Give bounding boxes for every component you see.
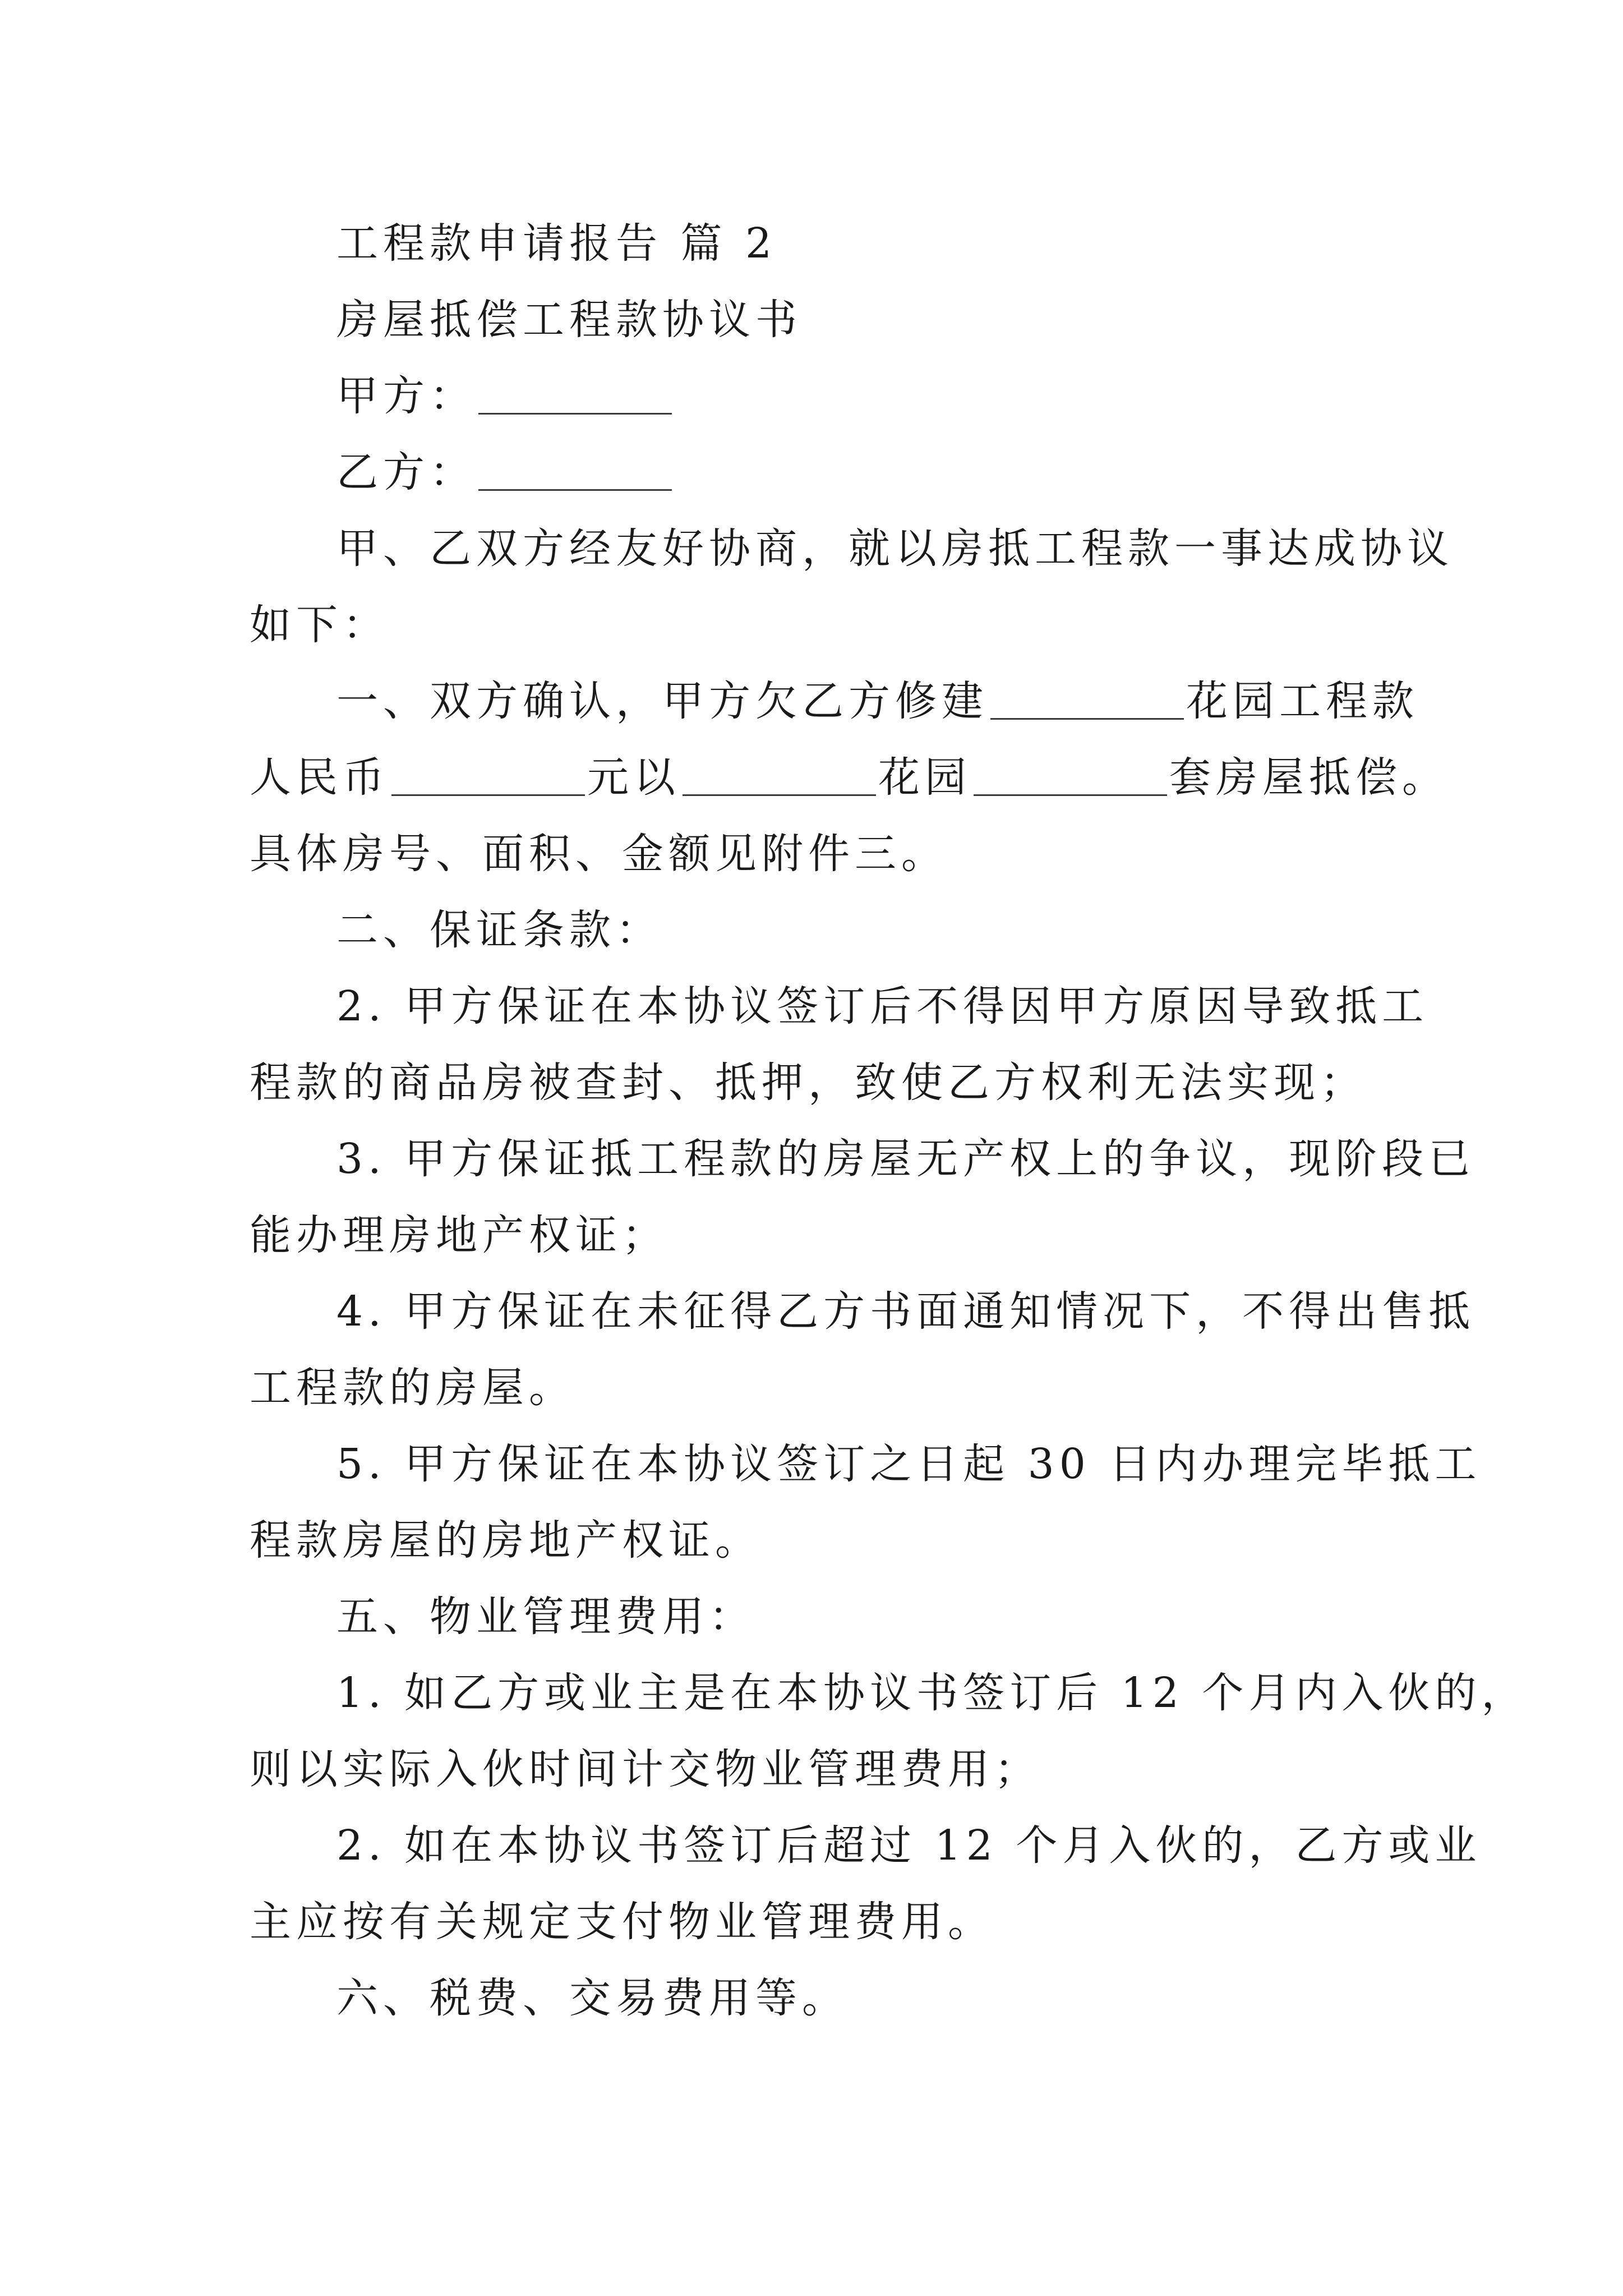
clause-1-text-d: 元以 bbox=[587, 753, 680, 802]
unit-count-blank bbox=[974, 753, 1167, 796]
section-heading: 工程款申请报告 篇 2 bbox=[336, 219, 777, 268]
s2-item-4-line-2: 工程款的房屋。 bbox=[250, 1364, 575, 1412]
party-b-blank bbox=[478, 448, 672, 491]
s2-item-3-line-2: 能办理房地产权证； bbox=[250, 1211, 668, 1259]
s2-item-2-line-1: 2. 甲方保证在本协议签订后不得因甲方原因导致抵工 bbox=[336, 982, 1429, 1030]
section-6-heading: 六、税费、交易费用等。 bbox=[336, 1974, 849, 2022]
amount-blank bbox=[391, 753, 585, 796]
party-a-line bbox=[336, 358, 1380, 434]
garden-name-blank bbox=[990, 677, 1184, 720]
clause-1-text-e: 花园 bbox=[878, 753, 971, 802]
section-2-heading: 二、保证条款： bbox=[336, 906, 662, 954]
party-a-blank bbox=[478, 371, 672, 415]
s2-item-5-line-1: 5. 甲方保证在本协议签订之日起 30 日内办理完毕抵工 bbox=[336, 1440, 1482, 1488]
s2-item-3-line-1: 3. 甲方保证抵工程款的房屋无产权上的争议，现阶段已 bbox=[336, 1135, 1476, 1183]
s5-item-1-line-1: 1. 如乙方或业主是在本协议书签订后 12 个月内入伙的， bbox=[336, 1669, 1528, 1717]
intro-line-2: 如下： bbox=[250, 601, 389, 649]
s2-item-4-line-1: 4. 甲方保证在未征得乙方书面通知情况下，不得出售抵 bbox=[336, 1287, 1476, 1336]
party-b-line bbox=[336, 434, 1380, 510]
s5-item-2-line-1: 2. 如在本协议书签订后超过 12 个月入伙的，乙方或业 bbox=[336, 1821, 1482, 1870]
clause-1-text-a: 一、双方确认，甲方欠乙方修建 bbox=[336, 677, 988, 725]
s5-item-2-line-2: 主应按有关规定支付物业管理费用。 bbox=[250, 1898, 994, 1946]
clause-1-line-3: 具体房号、面积、金额见附件三。 bbox=[250, 830, 948, 878]
party-b-label: 乙方： bbox=[336, 448, 476, 496]
clause-1-line-2 bbox=[250, 739, 1449, 816]
s2-item-5-line-2: 程款房屋的房地产权证。 bbox=[250, 1516, 762, 1565]
s2-item-2-line-2: 程款的商品房被查封、抵押，致使乙方权利无法实现； bbox=[250, 1059, 1367, 1107]
agreement-title: 房屋抵偿工程款协议书 bbox=[336, 296, 802, 344]
clause-1-line-1 bbox=[336, 663, 1419, 739]
intro-line-1: 甲、乙双方经友好协商，就以房抵工程款一事达成协议 bbox=[336, 524, 1454, 573]
garden-blank bbox=[683, 753, 876, 796]
party-a-label: 甲方： bbox=[336, 372, 476, 420]
clause-1-text-c: 人民币 bbox=[250, 753, 389, 802]
clause-1-text-b: 花园工程款 bbox=[1186, 677, 1419, 725]
clause-1-text-f: 套房屋抵偿。 bbox=[1169, 753, 1449, 802]
section-5-heading: 五、物业管理费用： bbox=[336, 1593, 755, 1641]
s5-item-1-line-2: 则以实际入伙时间计交物业管理费用； bbox=[250, 1745, 1041, 1793]
